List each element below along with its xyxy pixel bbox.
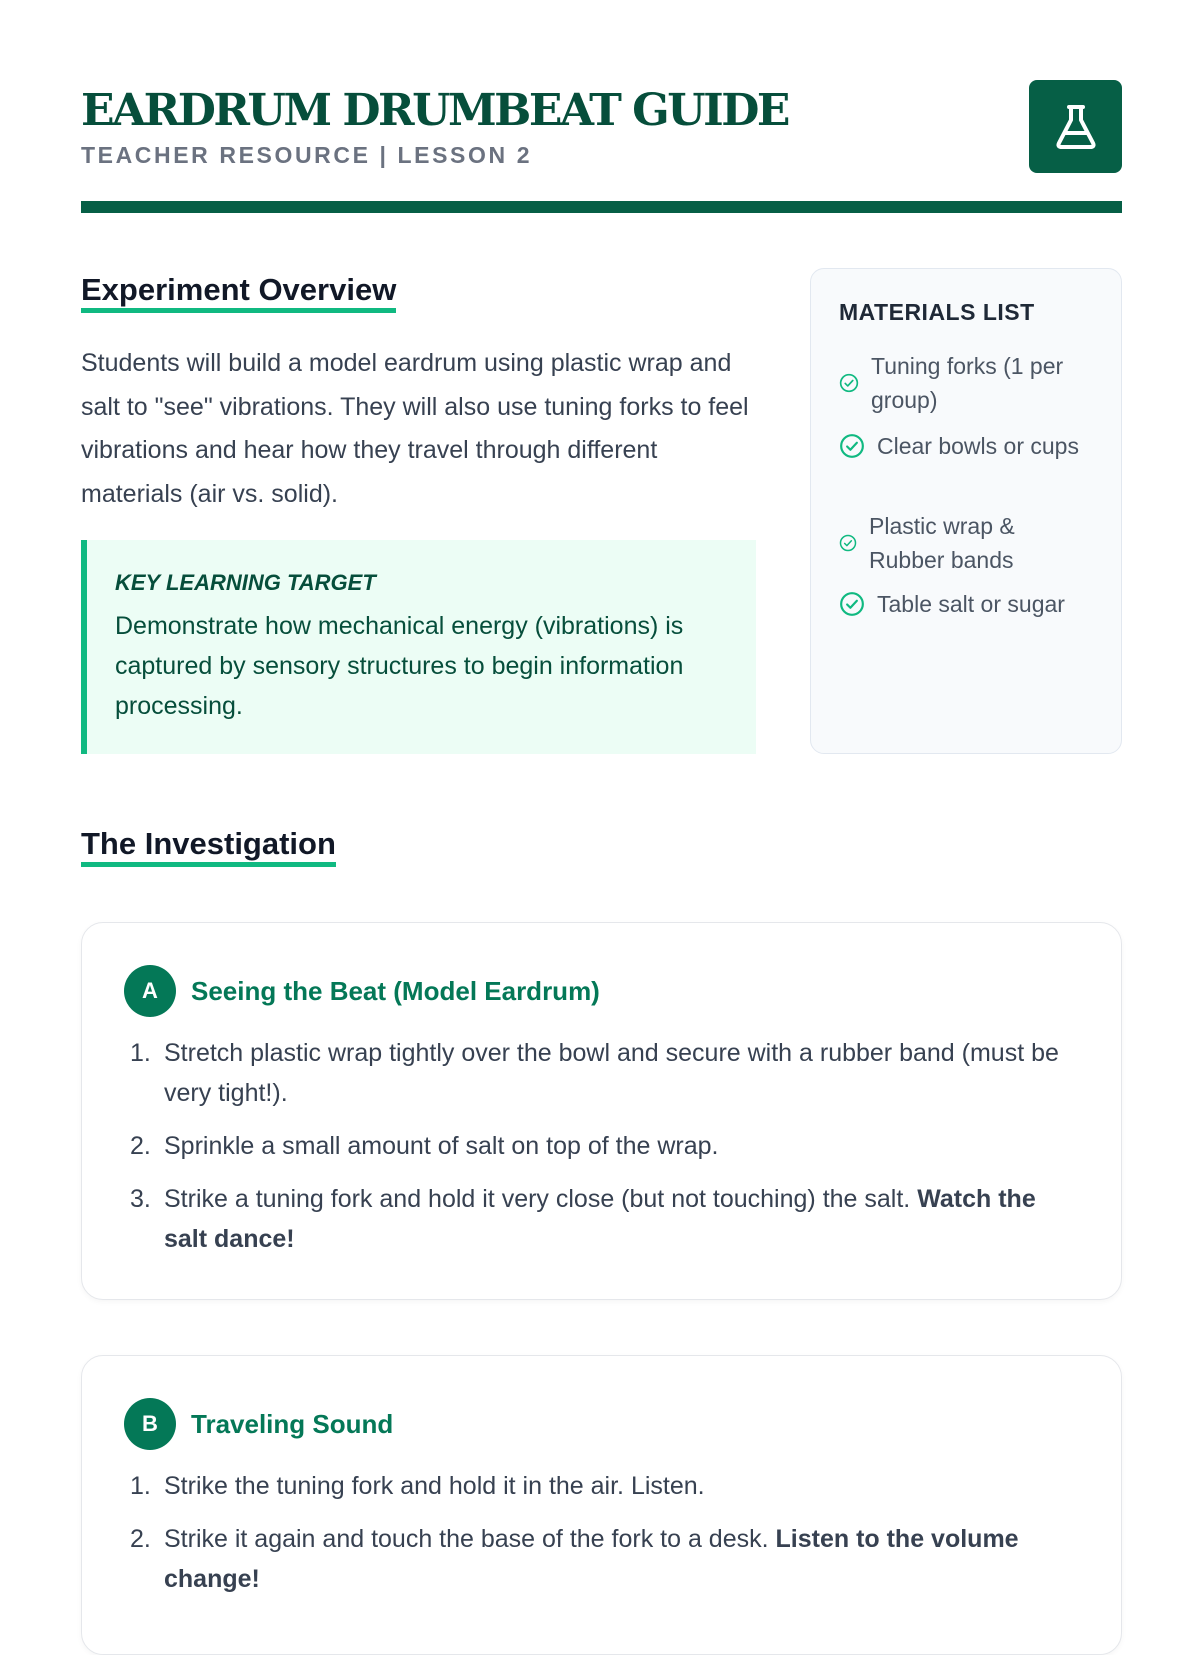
check-circle-icon	[839, 433, 865, 459]
check-circle-icon	[839, 591, 865, 617]
overview-text: Students will build a model eardrum using plastic wrap and salt to "see" vibrations. They will also use tuning forks to feel vibrations and hear how they travel through different materials (air vs. solid).	[81, 349, 749, 508]
page-header	[81, 80, 1122, 213]
page-title: EARDRUM DRUMBEAT GUIDE	[81, 85, 788, 136]
overview-heading-text: Experiment Overview	[81, 272, 397, 307]
step-text: Strike it again and touch the base of the fork to a desk.	[164, 1525, 769, 1553]
step-number: 2.	[130, 1525, 151, 1553]
step-text: Sprinkle a small amount of salt on top of the wrap.	[164, 1132, 719, 1160]
material-label: Tuning forks (1 per group)	[871, 353, 1064, 413]
card-header	[124, 965, 600, 1017]
investigation-heading-text: The Investigation	[81, 826, 336, 861]
step-number: 1.	[130, 1039, 151, 1067]
investigation-card-a	[81, 922, 1122, 1300]
list-item	[839, 509, 1094, 577]
list-item	[130, 1179, 1081, 1259]
card-title: Seeing the Beat (Model Eardrum)	[191, 975, 600, 1006]
key-learning-label: KEY LEARNING TARGET	[115, 570, 376, 595]
heading-underline	[81, 308, 396, 313]
material-label: Clear bowls or cups	[877, 433, 1079, 459]
list-item	[130, 1466, 1081, 1506]
step-text: Strike a tuning fork and hold it very close (but not touching) the salt.	[164, 1185, 911, 1213]
step-badge: A	[124, 965, 176, 1017]
step-emphasis: Watch the salt dance!	[164, 1185, 1036, 1253]
overview-heading	[81, 270, 396, 310]
list-item	[130, 1519, 1081, 1599]
list-item	[130, 1033, 1081, 1113]
card-header	[124, 1398, 393, 1450]
materials-list	[810, 268, 1122, 754]
list-item	[130, 1126, 1081, 1166]
key-learning-target	[81, 540, 756, 754]
material-label: Plastic wrap & Rubber bands	[869, 513, 1015, 573]
investigation-card-b	[81, 1355, 1122, 1655]
heading-underline	[81, 862, 336, 867]
check-circle-icon	[839, 534, 857, 552]
page-subtitle: TEACHER RESOURCE | LESSON 2	[81, 142, 533, 168]
step-badge: B	[124, 1398, 176, 1450]
list-item	[839, 349, 1094, 417]
step-list	[130, 1466, 1081, 1612]
key-learning-text: Demonstrate how mechanical energy (vibrations) is captured by sensory structures to begin information processing.	[115, 612, 684, 720]
step-emphasis: Listen to the volume change!	[164, 1525, 1019, 1593]
step-list	[130, 1033, 1081, 1272]
header-rule	[81, 201, 1122, 213]
material-label: Table salt or sugar	[877, 591, 1065, 617]
step-text: Strike the tuning fork and hold it in the air. Listen.	[164, 1472, 705, 1500]
list-item	[839, 587, 1104, 621]
list-item	[839, 429, 1094, 463]
materials-title: MATERIALS LIST	[839, 299, 1035, 325]
flask-logo	[1029, 80, 1122, 173]
check-circle-icon	[839, 373, 859, 393]
card-title: Traveling Sound	[191, 1408, 394, 1439]
step-number: 3.	[130, 1185, 151, 1213]
investigation-heading	[81, 824, 336, 864]
step-number: 2.	[130, 1132, 151, 1160]
step-text: Stretch plastic wrap tightly over the bowl and secure with a rubber band (must be very tight!).	[164, 1039, 1059, 1107]
flask-icon	[1054, 103, 1098, 151]
step-number: 1.	[130, 1472, 151, 1500]
